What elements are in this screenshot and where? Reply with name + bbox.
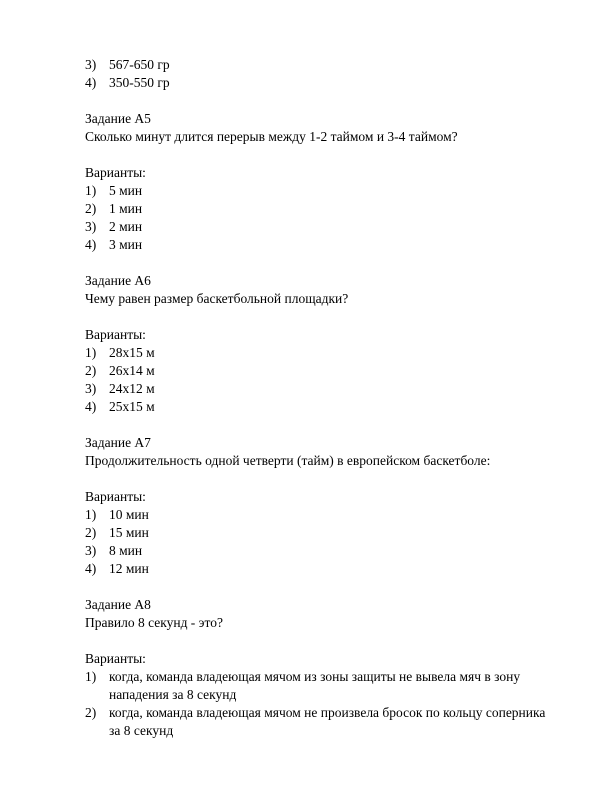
option-text: 3 мин xyxy=(109,237,143,252)
variants-label: Варианты: xyxy=(85,327,146,342)
task-title: Задание А7 xyxy=(85,435,151,450)
option-item xyxy=(85,560,555,578)
option-number: 2) xyxy=(85,201,97,216)
task-title: Задание А8 xyxy=(85,597,151,612)
option-item xyxy=(85,236,555,254)
task-question: Чему равен размер баскетбольной площадки? xyxy=(85,291,349,306)
option-item xyxy=(85,362,555,380)
option-text: 26х14 м xyxy=(109,363,155,378)
spacer xyxy=(85,308,555,326)
option-item xyxy=(85,344,555,362)
option-item xyxy=(85,218,555,236)
option-number: 2) xyxy=(85,705,97,720)
spacer xyxy=(85,146,555,164)
option-item xyxy=(85,704,555,740)
task-a5 xyxy=(85,110,555,254)
option-number: 3) xyxy=(85,219,97,234)
option-number: 4) xyxy=(85,399,97,414)
option-text: когда, команда владеющая мячом из зоны защиты не вывела мяч в зону нападения за 8 секунд xyxy=(109,669,521,702)
option-item xyxy=(85,74,555,92)
option-number: 2) xyxy=(85,525,97,540)
option-item xyxy=(85,668,555,704)
option-number: 2) xyxy=(85,363,97,378)
top-options-list xyxy=(85,56,555,92)
option-number: 4) xyxy=(85,75,97,90)
option-text: 5 мин xyxy=(109,183,143,198)
spacer xyxy=(85,632,555,650)
option-text: 12 мин xyxy=(109,561,149,576)
document-content xyxy=(85,56,555,740)
option-number: 3) xyxy=(85,57,97,72)
task-question: Продолжительность одной четверти (тайм) в европейском баскетболе: xyxy=(85,453,491,468)
options-list xyxy=(85,344,555,416)
option-text: 15 мин xyxy=(109,525,149,540)
variants-label: Варианты: xyxy=(85,165,146,180)
options-list xyxy=(85,668,555,740)
task-a6 xyxy=(85,272,555,416)
variants-label: Варианты: xyxy=(85,651,146,666)
option-text: 567-650 гр xyxy=(109,57,170,72)
option-item xyxy=(85,542,555,560)
task-title: Задание А6 xyxy=(85,273,151,288)
option-text: 1 мин xyxy=(109,201,143,216)
option-text: 25х15 м xyxy=(109,399,155,414)
option-text: 350-550 гр xyxy=(109,75,170,90)
spacer xyxy=(85,470,555,488)
option-number: 4) xyxy=(85,561,97,576)
option-text: когда, команда владеющая мячом не произвела бросок по кольцу соперника за 8 секунд xyxy=(109,705,546,738)
option-text: 10 мин xyxy=(109,507,149,522)
option-item xyxy=(85,398,555,416)
option-text: 28х15 м xyxy=(109,345,155,360)
option-text: 2 мин xyxy=(109,219,143,234)
option-number: 3) xyxy=(85,381,97,396)
spacer xyxy=(85,416,555,434)
task-a8 xyxy=(85,596,555,740)
task-a7 xyxy=(85,434,555,578)
option-number: 1) xyxy=(85,507,97,522)
option-item xyxy=(85,524,555,542)
variants-label: Варианты: xyxy=(85,489,146,504)
task-title: Задание А5 xyxy=(85,111,151,126)
option-number: 3) xyxy=(85,543,97,558)
options-list xyxy=(85,182,555,254)
spacer xyxy=(85,578,555,596)
option-text: 8 мин xyxy=(109,543,143,558)
option-item xyxy=(85,380,555,398)
spacer xyxy=(85,254,555,272)
option-number: 1) xyxy=(85,345,97,360)
option-item xyxy=(85,182,555,200)
options-list xyxy=(85,506,555,578)
option-item xyxy=(85,200,555,218)
spacer xyxy=(85,92,555,110)
option-item xyxy=(85,506,555,524)
option-number: 1) xyxy=(85,669,97,684)
option-item xyxy=(85,56,555,74)
option-number: 4) xyxy=(85,237,97,252)
option-number: 1) xyxy=(85,183,97,198)
task-question: Сколько минут длится перерыв между 1-2 таймом и 3-4 таймом? xyxy=(85,129,458,144)
task-question: Правило 8 секунд - это? xyxy=(85,615,223,630)
option-text: 24х12 м xyxy=(109,381,155,396)
